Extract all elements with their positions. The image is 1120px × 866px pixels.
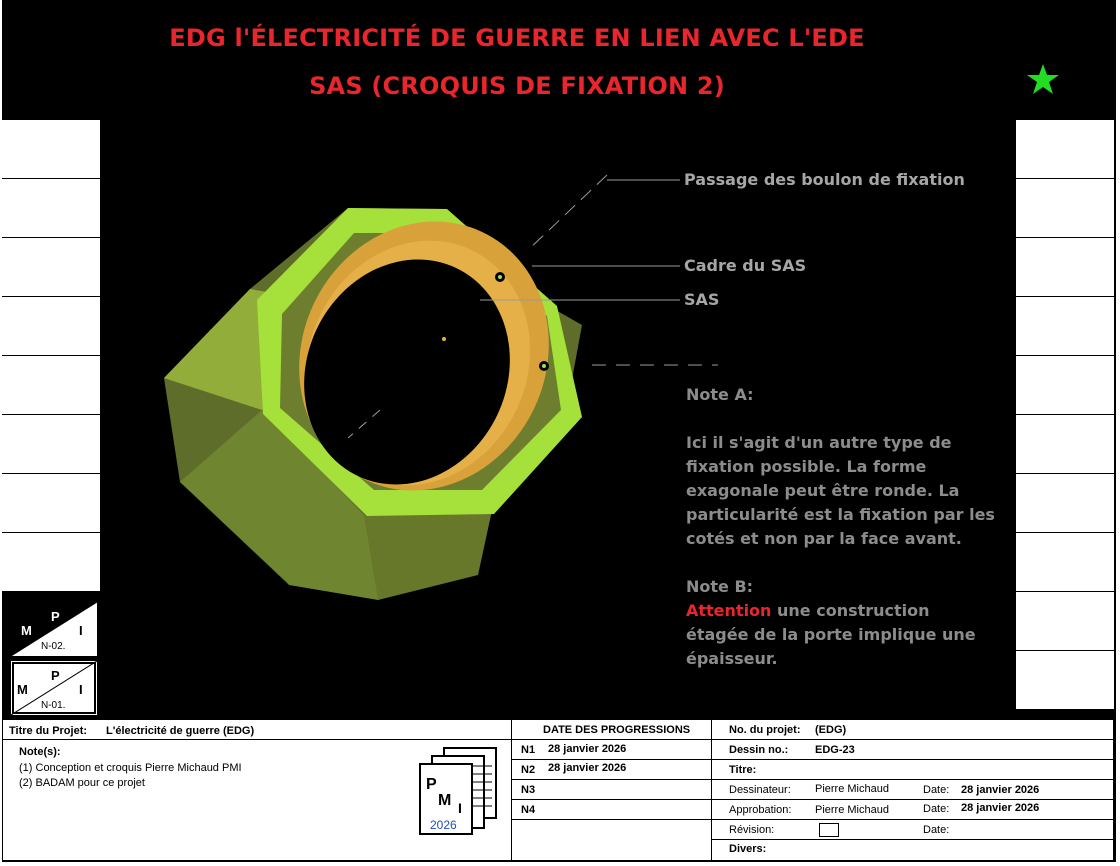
approval-date-value: 28 janvier 2026	[961, 802, 1040, 814]
note-b-line: épaisseur.	[686, 649, 778, 668]
progress-label: N4	[521, 804, 536, 816]
approval-date-label: Date:	[923, 803, 950, 815]
logo-code: N-02.	[41, 641, 66, 652]
drawing-no-value: EDG-23	[815, 744, 855, 756]
green-star-icon	[1026, 62, 1060, 96]
notes-label: Note(s):	[19, 746, 61, 758]
designer-value: Pierre Michaud	[815, 783, 889, 795]
misc-label: Divers:	[729, 843, 767, 855]
note-b	[686, 575, 976, 671]
logo-p: P	[51, 668, 60, 683]
note-line: (1) Conception et croquis Pierre Michaud PMI	[19, 762, 242, 774]
pmi-m: M	[438, 792, 452, 809]
pmi-2026-logo	[418, 746, 502, 836]
project-no-label: No. du projet:	[729, 724, 801, 736]
project-title-label: Titre du Projet:	[9, 725, 88, 737]
pmi-year: 2026	[430, 818, 457, 832]
title-label: Titre:	[729, 764, 757, 776]
callout-frame: Cadre du SAS	[684, 256, 807, 275]
note-a-line: Ici il s'agit d'un autre type de	[686, 433, 952, 452]
pmi-p: P	[426, 776, 437, 793]
approval-value: Pierre Michaud	[815, 804, 889, 816]
logo-code: N-01.	[41, 700, 66, 711]
designer-label: Dessinateur:	[729, 784, 791, 796]
mpi-logo-n01	[10, 660, 98, 716]
note-line: (2) BADAM pour ce projet	[19, 777, 145, 789]
pmi-i: I	[458, 800, 462, 816]
note-b-line: étagée de la porte implique une	[686, 625, 976, 644]
revision-label: Révision:	[729, 824, 775, 836]
logo-m: M	[17, 682, 28, 697]
progress-label: N2	[521, 764, 536, 776]
project-no-value: (EDG)	[815, 724, 847, 736]
progress-label: N3	[521, 784, 536, 796]
page-title: EDG l'ÉLECTRICITÉ DE GUERRE EN LIEN AVEC L'EDE	[169, 24, 865, 52]
approval-label: Approbation:	[729, 804, 792, 816]
title-block	[2, 719, 1114, 861]
note-a-line: exagonale peut être ronde. La	[686, 481, 960, 500]
callout-bolt-passage: Passage des boulon de fixation	[684, 170, 965, 189]
logo-i: I	[79, 682, 83, 697]
drawing-no-label: Dessin no.:	[729, 744, 789, 756]
designer-date-value: 28 janvier 2026	[961, 784, 1040, 796]
logo-p: P	[51, 609, 60, 624]
progress-header: DATE DES PROGRESSIONS	[543, 724, 691, 736]
attention-label: Attention	[686, 601, 772, 620]
note-a-line: particularité est la fixation par les	[686, 505, 995, 524]
right-margin-grid	[1016, 120, 1114, 710]
project-title-value: L'électricité de guerre (EDG)	[106, 725, 255, 737]
left-margin-grid	[2, 120, 100, 592]
page-subtitle: SAS (CROQUIS DE FIXATION 2)	[309, 72, 725, 100]
revision-date-label: Date:	[923, 824, 950, 836]
note-b-title: Note B:	[686, 577, 754, 596]
note-a-title: Note A:	[686, 385, 754, 404]
designer-date-label: Date:	[923, 784, 950, 796]
mpi-logo-n02	[10, 601, 98, 657]
progress-label: N1	[521, 744, 536, 756]
revision-checkbox[interactable]	[819, 823, 839, 837]
progress-date: 28 janvier 2026	[548, 762, 627, 774]
logo-i: I	[79, 623, 83, 638]
callout-sas: SAS	[684, 290, 720, 309]
note-a	[686, 383, 995, 551]
note-a-line: fixation possible. La forme	[686, 457, 927, 476]
progress-date: 28 janvier 2026	[548, 743, 627, 755]
note-a-line: cotés et non par la face avant.	[686, 529, 962, 548]
logo-m: M	[21, 623, 32, 638]
note-b-line: une construction	[771, 601, 930, 620]
